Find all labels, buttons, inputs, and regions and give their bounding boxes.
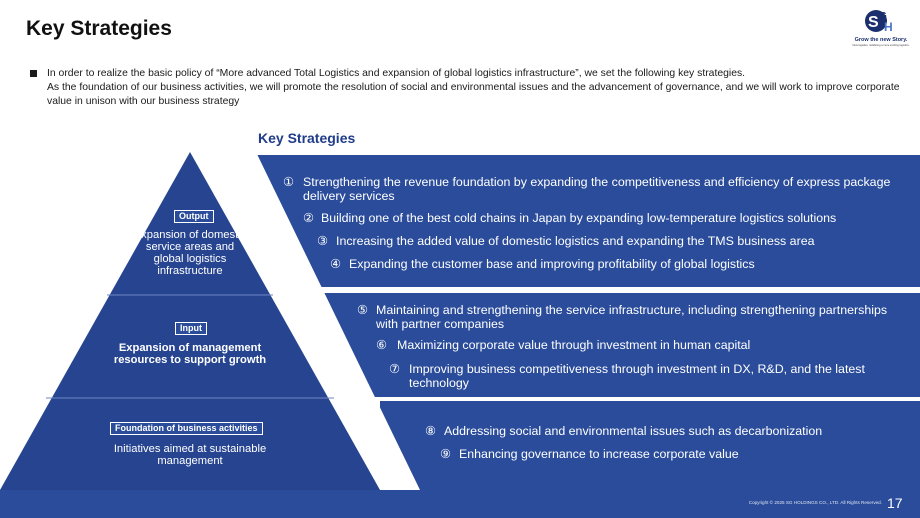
strategy-item-3: ③ Increasing the added value of domestic logistics and expanding the TMS business area: [317, 234, 815, 248]
intro-paragraph: [30, 67, 910, 109]
foundation-strategies-band: [380, 401, 920, 490]
output-text: Expansion of domestic service areas and global logistics infrastructure: [133, 229, 247, 277]
strategy-item-9: ⑨ Enhancing governance to increase corporate value: [440, 447, 739, 461]
output-label: Output: [174, 210, 214, 223]
svg-text:G: G: [879, 11, 887, 22]
square-bullet-icon: [30, 70, 37, 77]
strategy-item-4: ④ Expanding the customer base and improving profitability of global logistics: [330, 257, 755, 271]
intro-line-2: As the foundation of our business activities, we will promote the resolution of social and environmental issues and the advancement of governance, and we will work to improve corporate value in unison with our business strategy: [47, 82, 900, 107]
intro-line-1: In order to realize the basic policy of “More advanced Total Logistics and expansion of global logistics infrastructure”, we set the following key strategies.: [47, 68, 746, 79]
svg-text:H: H: [884, 20, 893, 34]
strategy-item-2: ② Building one of the best cold chains in Japan by expanding low-temperature logistics solutions: [303, 211, 837, 225]
logo-subtagline: New logistics, redefining a more exciting logistics.: [852, 44, 910, 47]
strategy-item-6: ⑥ Maximizing corporate value through investment in human capital: [376, 338, 751, 352]
svg-text:S: S: [868, 14, 879, 31]
input-label: Input: [175, 322, 207, 335]
foundation-text: Initiatives aimed at sustainable management: [113, 443, 267, 467]
logo-tagline: Grow the new Story.: [854, 37, 908, 43]
strategy-item-5: ⑤ Maintaining and strengthening the service infrastructure, including strengthening partnerships with partner companies: [357, 303, 888, 331]
sgh-logo-icon: [864, 6, 898, 36]
strategy-item-8: ⑧ Addressing social and environmental issues such as decarbonization: [425, 424, 823, 438]
foundation-label: Foundation of business activities: [110, 422, 263, 435]
key-strategies-heading: Key Strategies: [258, 130, 356, 146]
page-number: 17: [887, 495, 903, 511]
company-logo: [850, 6, 912, 48]
page-title: Key Strategies: [26, 17, 172, 40]
input-text: Expansion of management resources to support growth: [113, 342, 267, 366]
strategy-item-7: ⑦ Improving business competitiveness through investment in DX, R&D, and the latest technology: [389, 362, 865, 390]
copyright-text: Copyright © 2025 SG HOLDINGS CO., LTD. All Rights Reserved.: [748, 500, 882, 505]
strategy-item-1: ① Strengthening the revenue foundation by expanding the competitiveness and efficiency of express package delivery services: [283, 175, 891, 203]
